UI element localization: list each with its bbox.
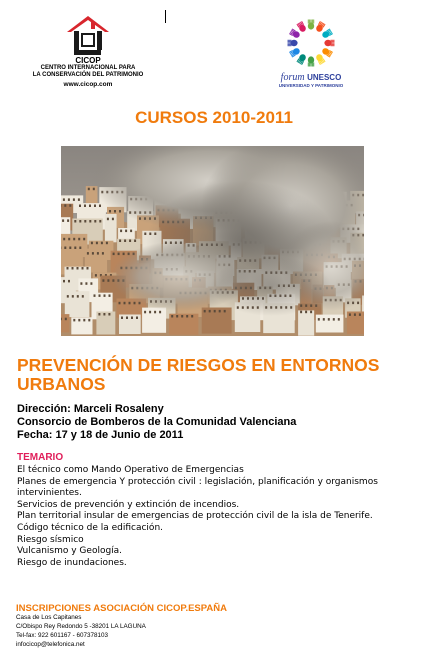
hand-shape <box>296 53 307 65</box>
cicop-full-name-line2: LA CONSERVACIÓN DEL PATRIMONIO <box>32 72 144 78</box>
text-cursor <box>165 10 166 23</box>
forum-unesco-wordmark <box>258 72 364 83</box>
cicop-url: www.cicop.com <box>63 81 113 88</box>
course-title: PREVENCIÓN DE RIESGOS EN ENTORNOS URBANOS <box>17 355 380 394</box>
cicop-name: CICOP <box>75 56 101 65</box>
cicop-logo <box>18 14 158 98</box>
hand-shape <box>308 56 314 66</box>
temario-item: Vulcanismo y Geología. <box>17 546 123 557</box>
temario-item: intervinientes. <box>17 488 82 499</box>
temario-item: El técnico como Mando Operativo de Emergencias <box>17 465 244 475</box>
temario-item: Código técnico de la edificación. <box>17 522 164 533</box>
hand-shape <box>315 21 326 33</box>
fire-photo <box>61 146 364 336</box>
temario-item: Servicios de prevención y extinción de incendios. <box>17 499 240 510</box>
address-line: Casa de Los Capitanes <box>16 614 82 621</box>
hand-shape <box>308 20 314 30</box>
unesco-word: UNESCO <box>307 73 342 82</box>
cicop-full-name <box>18 65 158 79</box>
hand-shape <box>296 21 307 33</box>
temario-label: TEMARIO <box>17 452 64 463</box>
hand-shape <box>321 28 333 39</box>
hand-shape <box>321 47 333 58</box>
cicop-house-icon <box>65 14 111 56</box>
forum-subtitle: UNIVERSIDAD Y PATRIMONIO <box>278 83 344 88</box>
temario-item: Riesgo sísmico <box>17 534 84 545</box>
temario-item: Plan territorial insular de emergencias de protección civil de la isla de Tenerife. <box>17 511 373 522</box>
temario-list <box>17 465 417 569</box>
address-line: C/Obispo Rey Redondo 5 -38201 LA LAGUNA <box>16 623 146 630</box>
hand-shape <box>288 40 298 46</box>
cicop-full-name-line1: CENTRO INTERNACIONAL PARA <box>40 65 136 71</box>
forum-unesco-logo <box>258 16 364 96</box>
date-line: Fecha: 17 y 18 de Junio de 2011 <box>17 429 184 441</box>
temario-item: Riesgo de inundaciones. <box>17 557 127 568</box>
inscripciones-heading: INSCRIPCIONES ASOCIACIÓN CICOP.ESPAÑA <box>16 603 227 614</box>
hand-shape <box>324 40 334 46</box>
director-line: Dirección: Marceli Rosaleny <box>17 403 164 415</box>
organization-line: Consorcio de Bomberos de la Comunidad Valenciana <box>17 416 297 428</box>
forum-word: forum <box>280 72 305 83</box>
courses-title: CURSOS 2010-2011 <box>135 108 293 127</box>
temario-item: Planes de emergencia Y protección civil : legislación, planificación y organismos <box>17 476 378 487</box>
hands-circle-icon <box>280 16 342 70</box>
phone-line: Tel-fax: 922 601167 - 607378103 <box>16 632 108 639</box>
hand-shape <box>289 47 301 58</box>
email-line: infocicop@telefonica.net <box>16 641 85 648</box>
hand-shape <box>315 53 326 65</box>
hand-shape <box>289 28 301 39</box>
